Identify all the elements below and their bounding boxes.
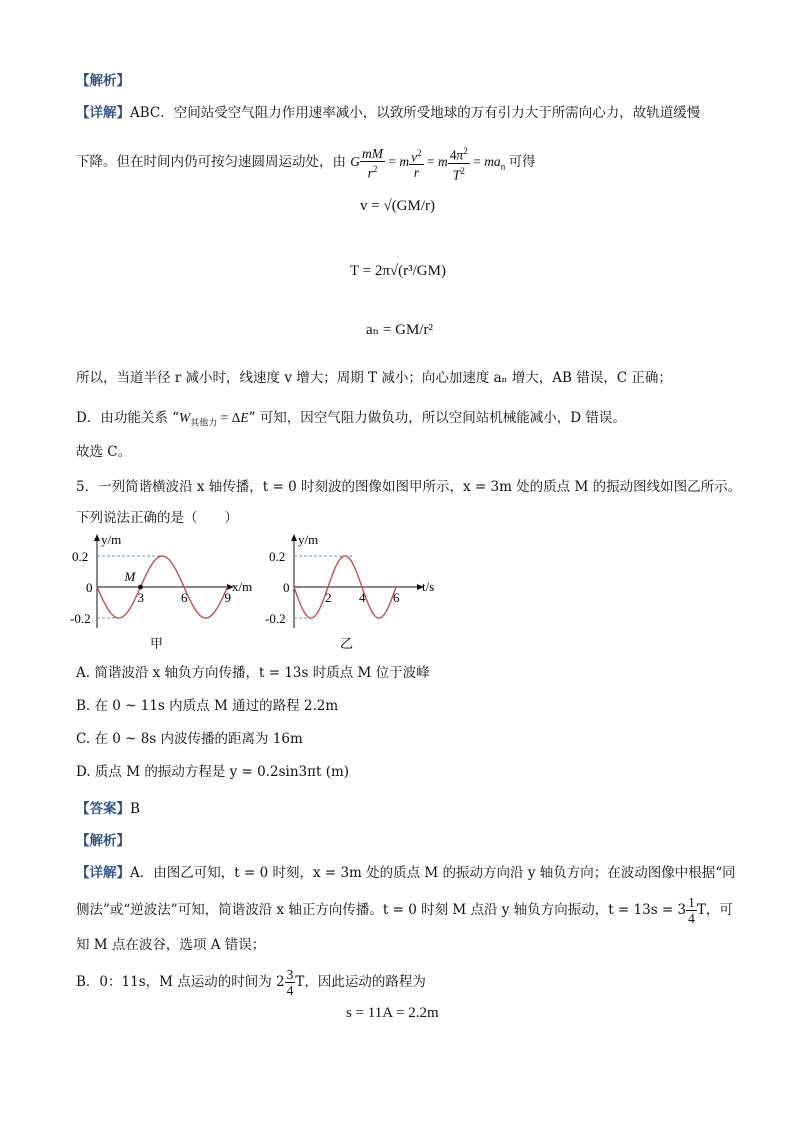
jia-point-M — [138, 585, 143, 590]
detail-2-text-3: 知 M 点在波谷，选项 A 错误； — [76, 937, 266, 953]
jia-x-label: x/m — [232, 579, 253, 594]
jia-y-tick-top: 0.2 — [72, 549, 89, 564]
jia-point-label: M — [124, 569, 136, 584]
detail-paragraph-1-line-2 — [76, 144, 536, 182]
detail-1-text-3: 所以，当道半径 r 减小时，线速度 v 增大；周期 T 减小；向心加速度 aₙ 增大，AB 错误，C 正确； — [76, 370, 672, 386]
jia-caption: 甲 — [150, 636, 164, 651]
wave-graph-jia — [70, 530, 260, 655]
detail-1-text-4a: D．由功能关系 “ — [76, 410, 180, 426]
detail-1-text-1: ABC．空间站受空气阻力作用速率减小，以致所受地球的万有引力大于所需向心力，故轨道缓慢 — [130, 105, 701, 121]
detail-1-text-4b: ” 可知，因空气阻力做负功，所以空间站机械能减小，D 错误。 — [248, 410, 626, 426]
yi-x-tick-6: 6 — [393, 590, 400, 605]
detail-1-text-5: 故选 C。 — [76, 444, 132, 460]
jia-y-label: y/m — [101, 532, 122, 547]
work-energy-relation: $W_{其他力} = \Delta E$ — [179, 410, 249, 428]
detail-paragraph-2-line-4 — [76, 967, 426, 998]
option-A: A. 简谐波沿 x 轴负方向传播，t = 13s 时质点 M 位于波峰 — [76, 665, 430, 681]
yi-y-tick-top: 0.2 — [269, 549, 286, 564]
detail-2-text-4b: T，因此运动的路程为 — [295, 974, 426, 990]
question-5-line-2: 下列说法正确的是（ ） — [76, 510, 238, 526]
detail-tag-2: 【详解】 — [76, 865, 130, 881]
jia-x-tick-3: 3 — [137, 590, 144, 605]
detail-1-text-2b: 可得 — [508, 154, 536, 171]
yi-caption: 乙 — [340, 636, 354, 651]
gravity-equation: G $\frac{mM}{r^2}$ = m $\frac{v^2}{r}$ = m $\frac{4\pi^2}{T^2}$ = $ma_n$ — [350, 145, 506, 182]
detail-paragraph-1-line-4 — [76, 406, 626, 429]
vibration-graph-yi — [262, 530, 452, 655]
section-tag-analysis-1: 【解析】 — [76, 73, 130, 89]
question-5-line-1: 5．一列简谐横波沿 x 轴传播，t = 0 时刻波的图像如图甲所示，x = 3m 处的质点 M 的振动图线如图乙所示。 — [76, 479, 742, 495]
detail-paragraph-2-line-2 — [76, 895, 733, 926]
detail-paragraph-2-line-1 — [76, 861, 736, 881]
detail-tag-1: 【详解】 — [76, 105, 130, 121]
detail-paragraph-1-line-1 — [76, 101, 700, 121]
yi-x-tick-4: 4 — [359, 590, 366, 605]
yi-y-arrow — [291, 534, 297, 541]
jia-x-tick-9: 9 — [224, 590, 231, 605]
detail-2-text-4a: B．0：11s，M 点运动的时间为 2 — [76, 974, 285, 990]
jia-y-arrow — [94, 534, 100, 541]
detail-2-text-2a: 侧法”或“逆波法”可知，简谐波沿 x 轴正方向传播。t = 0 时刻 M 点沿 y 轴负方向振动，t = 13s = 3 — [76, 902, 687, 918]
detail-2-text-2b: T，可 — [696, 902, 733, 918]
option-C: C. 在 0 ~ 8s 内波传播的距离为 16m — [76, 731, 303, 747]
jia-y-tick-bottom: -0.2 — [70, 611, 91, 626]
section-tag-analysis-2: 【解析】 — [76, 833, 130, 849]
equation-v: v = √(GM/r) — [360, 198, 436, 214]
fraction-one-quarter: $\frac{1}{4}$ — [688, 895, 695, 926]
yi-x-label: t/s — [422, 579, 435, 594]
answer-value: B — [130, 801, 140, 817]
yi-y-label: y/m — [298, 532, 319, 547]
yi-y-tick-bottom: -0.2 — [265, 611, 286, 626]
detail-1-text-2a: 下降。但在时间内仍可按匀速圆周运动处，由 — [76, 154, 346, 171]
detail-2-text-1: A．由图乙可知，t = 0 时刻，x = 3m 处的质点 M 的振动方向沿 y 轴负方向；在波动图像中根据“同 — [130, 865, 736, 881]
option-B: B. 在 0 ~ 11s 内质点 M 通过的路程 2.2m — [76, 698, 339, 714]
option-D: D. 质点 M 的振动方程是 y = 0.2sin3πt (m) — [76, 764, 350, 780]
equation-path: s = 11A = 2.2m — [346, 1005, 439, 1021]
equation-an: aₙ = GM/r² — [366, 322, 433, 338]
yi-y-tick-zero: 0 — [283, 580, 290, 595]
fraction-three-quarters: $\frac{3}{4}$ — [286, 967, 294, 998]
yi-x-tick-2: 2 — [325, 590, 332, 605]
answer-line — [76, 797, 140, 817]
jia-y-tick-zero: 0 — [86, 580, 93, 595]
answer-tag: 【答案】 — [76, 801, 130, 817]
equation-T: T = 2π√(r³/GM) — [350, 263, 446, 279]
jia-x-tick-6: 6 — [181, 590, 188, 605]
